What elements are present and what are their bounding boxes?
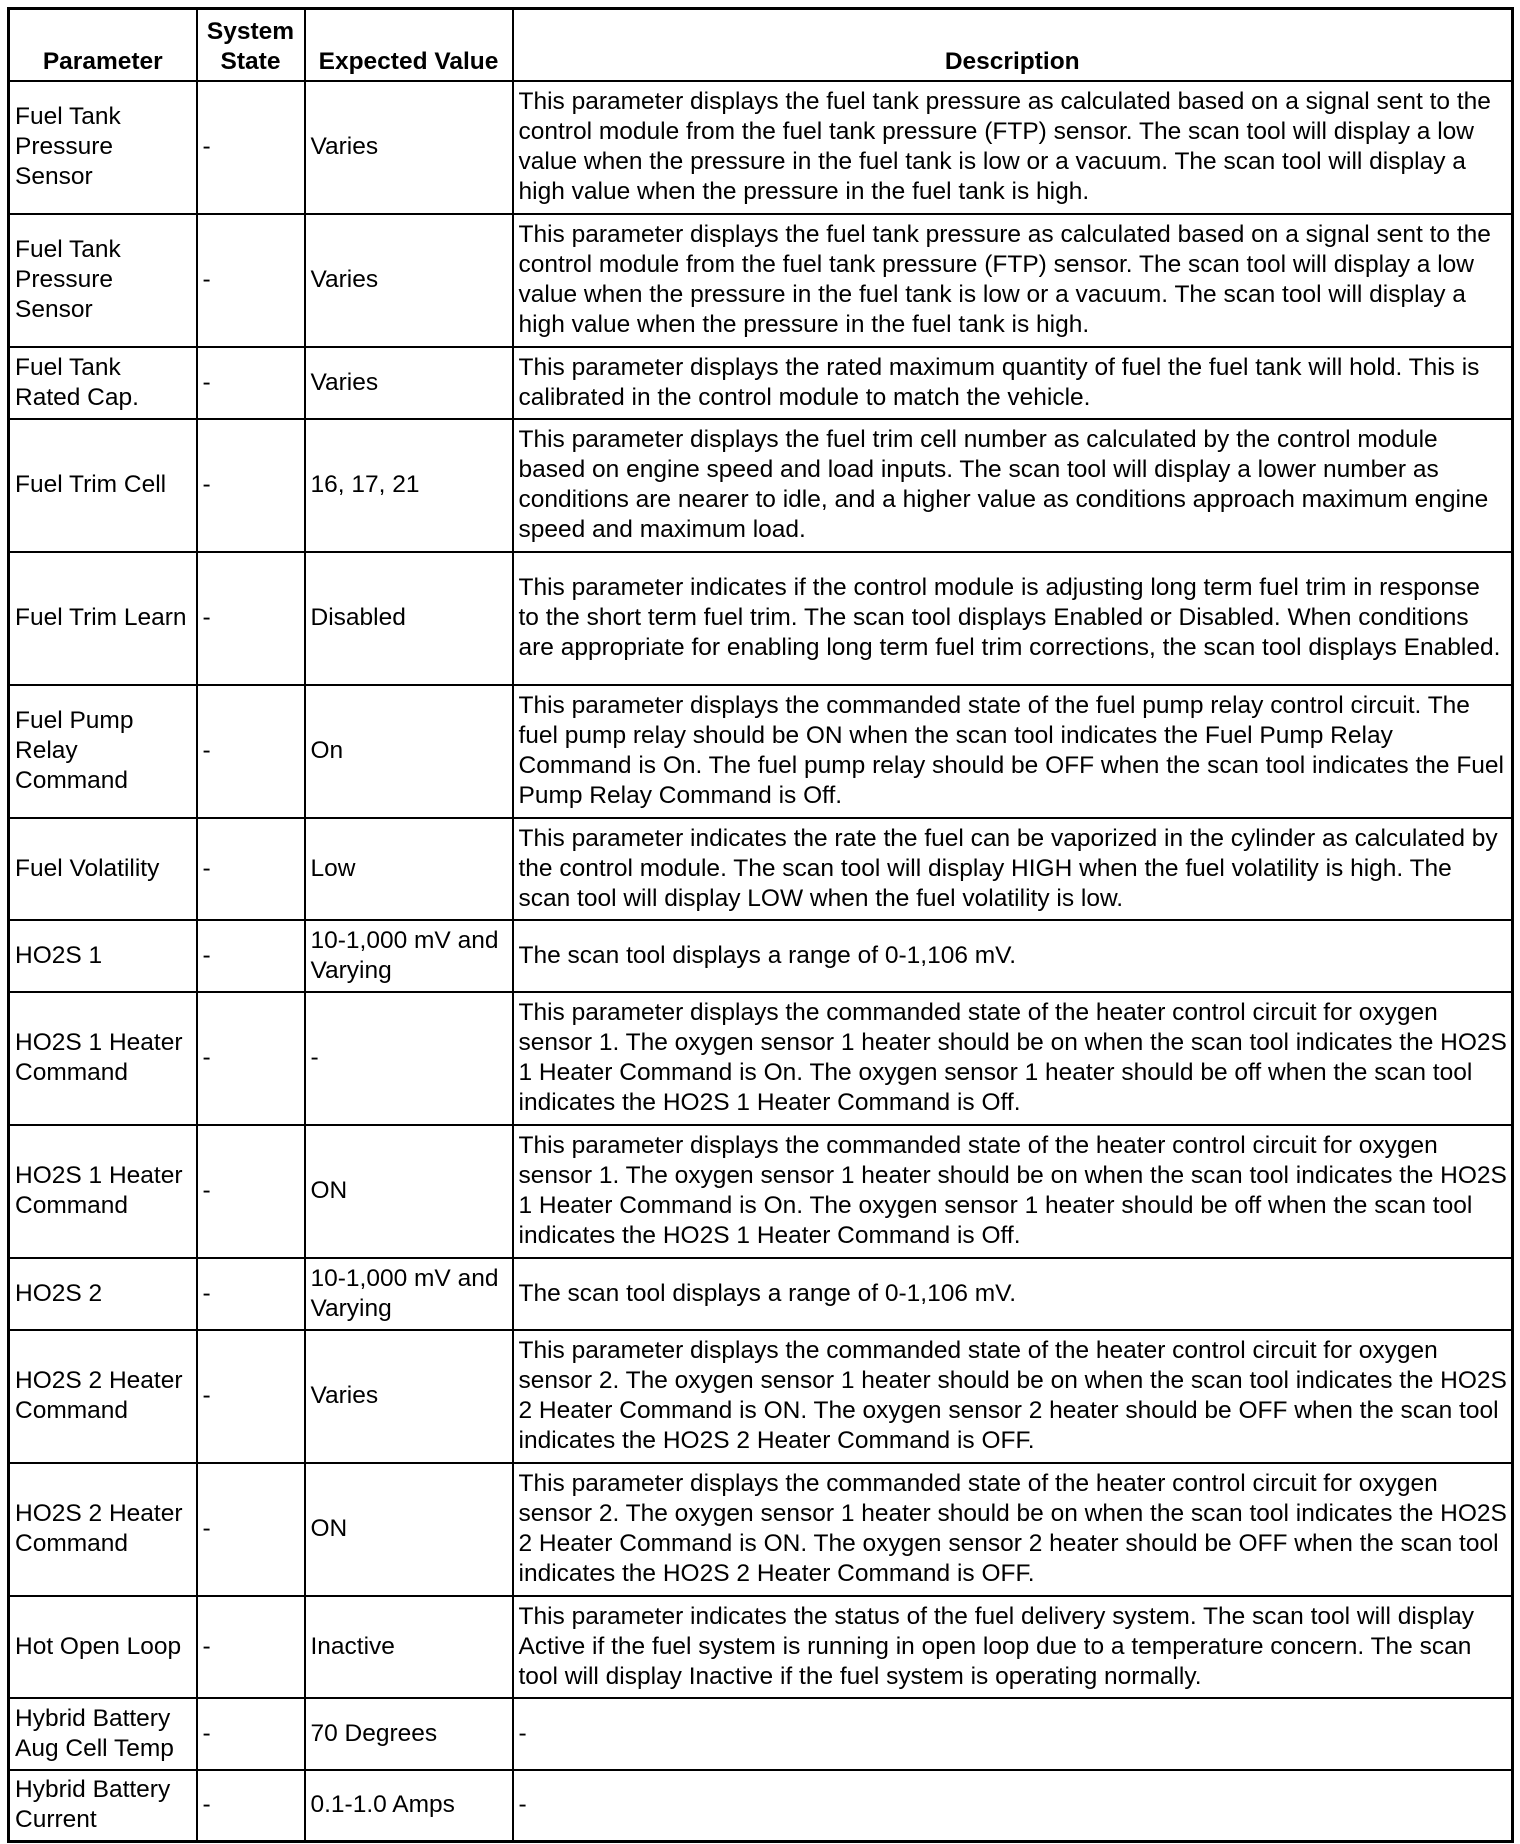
table-row — [9, 214, 1513, 347]
table-row — [9, 1463, 1513, 1596]
table-row — [9, 81, 1513, 214]
cell-description: This parameter displays the rated maximum quantity of fuel the fuel tank will hold. This is calibrated in the control module to match the vehicle. — [513, 347, 1513, 419]
cell-system-state: - — [197, 1463, 305, 1596]
cell-system-state: - — [197, 419, 305, 552]
cell-parameter: Hot Open Loop — [9, 1596, 197, 1698]
cell-system-state: - — [197, 347, 305, 419]
cell-parameter: Fuel Trim Learn — [9, 552, 197, 685]
cell-expected-value: Inactive — [305, 1596, 513, 1698]
cell-parameter: HO2S 1 Heater Command — [9, 1125, 197, 1258]
cell-description: This parameter displays the fuel tank pressure as calculated based on a signal sent to the control module from the fuel tank pressure (FTP) sensor. The scan tool will display a low value when the pressure in the fuel tank is low or a vacuum. The scan tool will display a high value when the pressure in the fuel tank is high. — [513, 81, 1513, 214]
table-row — [9, 1770, 1513, 1842]
cell-parameter: HO2S 2 Heater Command — [9, 1463, 197, 1596]
header-system-state-line1: System — [206, 17, 295, 45]
cell-system-state: - — [197, 818, 305, 920]
cell-expected-value: Varies — [305, 214, 513, 347]
cell-parameter: Hybrid Battery Current — [9, 1770, 197, 1842]
cell-system-state: - — [197, 1330, 305, 1463]
cell-parameter: HO2S 2 — [9, 1258, 197, 1330]
cell-system-state: - — [197, 685, 305, 818]
cell-description: - — [513, 1698, 1513, 1770]
cell-parameter: HO2S 1 — [9, 920, 197, 992]
cell-expected-value: Disabled — [305, 552, 513, 685]
table-header-row — [9, 9, 1513, 81]
cell-expected-value: 10-1,000 mV and Varying — [305, 920, 513, 992]
cell-expected-value: 16, 17, 21 — [305, 419, 513, 552]
cell-expected-value: 0.1-1.0 Amps — [305, 1770, 513, 1842]
cell-description: This parameter displays the commanded state of the heater control circuit for oxygen sensor 2. The oxygen sensor 1 heater should be on when the scan tool indicates the HO2S 2 Heater Command is ON. The oxygen sensor 2 heater should be OFF when the scan tool indicates the HO2S 2 Heater Command is OFF. — [513, 1463, 1513, 1596]
table-row — [9, 1258, 1513, 1330]
cell-system-state: - — [197, 1770, 305, 1842]
header-system-state — [197, 9, 305, 81]
table-row — [9, 1698, 1513, 1770]
cell-parameter: HO2S 1 Heater Command — [9, 992, 197, 1125]
cell-description: This parameter displays the commanded state of the fuel pump relay control circuit. The fuel pump relay should be ON when the scan tool indicates the Fuel Pump Relay Command is On. The fuel pump relay should be OFF when the scan tool indicates the Fuel Pump Relay Command is Off. — [513, 685, 1513, 818]
cell-system-state: - — [197, 1125, 305, 1258]
cell-description: - — [513, 1770, 1513, 1842]
cell-expected-value: 10-1,000 mV and Varying — [305, 1258, 513, 1330]
table-row — [9, 992, 1513, 1125]
cell-expected-value: Varies — [305, 1330, 513, 1463]
table-row — [9, 685, 1513, 818]
cell-description: The scan tool displays a range of 0-1,106 mV. — [513, 1258, 1513, 1330]
header-expected-value: Expected Value — [305, 9, 513, 81]
cell-parameter: Fuel Volatility — [9, 818, 197, 920]
cell-description: This parameter displays the commanded state of the heater control circuit for oxygen sensor 2. The oxygen sensor 1 heater should be on when the scan tool indicates the HO2S 2 Heater Command is ON. The oxygen sensor 2 heater should be OFF when the scan tool indicates the HO2S 2 Heater Command is OFF. — [513, 1330, 1513, 1463]
cell-description: This parameter displays the commanded state of the heater control circuit for oxygen sensor 1. The oxygen sensor 1 heater should be on when the scan tool indicates the HO2S 1 Heater Command is On. The oxygen sensor 1 heater should be off when the scan tool indicates the HO2S 1 Heater Command is Off. — [513, 992, 1513, 1125]
parameter-table — [7, 7, 1514, 1843]
cell-expected-value: Low — [305, 818, 513, 920]
cell-system-state: - — [197, 214, 305, 347]
cell-expected-value: On — [305, 685, 513, 818]
cell-system-state: - — [197, 81, 305, 214]
cell-expected-value: Varies — [305, 347, 513, 419]
table-row — [9, 552, 1513, 685]
cell-system-state: - — [197, 552, 305, 685]
cell-expected-value: Varies — [305, 81, 513, 214]
table-row — [9, 818, 1513, 920]
cell-system-state: - — [197, 920, 305, 992]
cell-description: This parameter indicates the status of the fuel delivery system. The scan tool will display Active if the fuel system is running in open loop due to a temperature concern. The scan tool will display Inactive if the fuel system is operating normally. — [513, 1596, 1513, 1698]
cell-system-state: - — [197, 992, 305, 1125]
cell-parameter: Hybrid Battery Aug Cell Temp — [9, 1698, 197, 1770]
table-row — [9, 1596, 1513, 1698]
table-row — [9, 920, 1513, 992]
table-row — [9, 1330, 1513, 1463]
cell-description: This parameter displays the fuel trim cell number as calculated by the control module based on engine speed and load inputs. The scan tool will display a lower number as conditions are nearer to idle, and a higher value as conditions approach maximum engine speed and maximum load. — [513, 419, 1513, 552]
cell-description: This parameter displays the commanded state of the heater control circuit for oxygen sensor 1. The oxygen sensor 1 heater should be on when the scan tool indicates the HO2S 1 Heater Command is On. The oxygen sensor 1 heater should be off when the scan tool indicates the HO2S 1 Heater Command is Off. — [513, 1125, 1513, 1258]
cell-parameter: Fuel Tank Pressure Sensor — [9, 81, 197, 214]
cell-expected-value: ON — [305, 1463, 513, 1596]
cell-description: This parameter indicates if the control module is adjusting long term fuel trim in response to the short term fuel trim. The scan tool displays Enabled or Disabled. When conditions are appropriate for enabling long term fuel trim corrections, the scan tool displays Enabled. — [513, 552, 1513, 685]
cell-system-state: - — [197, 1258, 305, 1330]
cell-description: This parameter indicates the rate the fuel can be vaporized in the cylinder as calculated by the control module. The scan tool will display HIGH when the fuel volatility is high. The scan tool will display LOW when the fuel volatility is low. — [513, 818, 1513, 920]
header-description: Description — [513, 9, 1513, 81]
cell-description: The scan tool displays a range of 0-1,106 mV. — [513, 920, 1513, 992]
header-system-state-line2: State — [220, 47, 281, 75]
cell-parameter: Fuel Pump Relay Command — [9, 685, 197, 818]
cell-parameter: Fuel Trim Cell — [9, 419, 197, 552]
cell-expected-value: 70 Degrees — [305, 1698, 513, 1770]
cell-parameter: HO2S 2 Heater Command — [9, 1330, 197, 1463]
cell-parameter: Fuel Tank Rated Cap. — [9, 347, 197, 419]
cell-system-state: - — [197, 1698, 305, 1770]
table-row — [9, 419, 1513, 552]
cell-description: This parameter displays the fuel tank pressure as calculated based on a signal sent to the control module from the fuel tank pressure (FTP) sensor. The scan tool will display a low value when the pressure in the fuel tank is low or a vacuum. The scan tool will display a high value when the pressure in the fuel tank is high. — [513, 214, 1513, 347]
cell-system-state: - — [197, 1596, 305, 1698]
table-row — [9, 1125, 1513, 1258]
table-row — [9, 347, 1513, 419]
cell-expected-value: - — [305, 992, 513, 1125]
cell-parameter: Fuel Tank Pressure Sensor — [9, 214, 197, 347]
header-parameter: Parameter — [9, 9, 197, 81]
cell-expected-value: ON — [305, 1125, 513, 1258]
